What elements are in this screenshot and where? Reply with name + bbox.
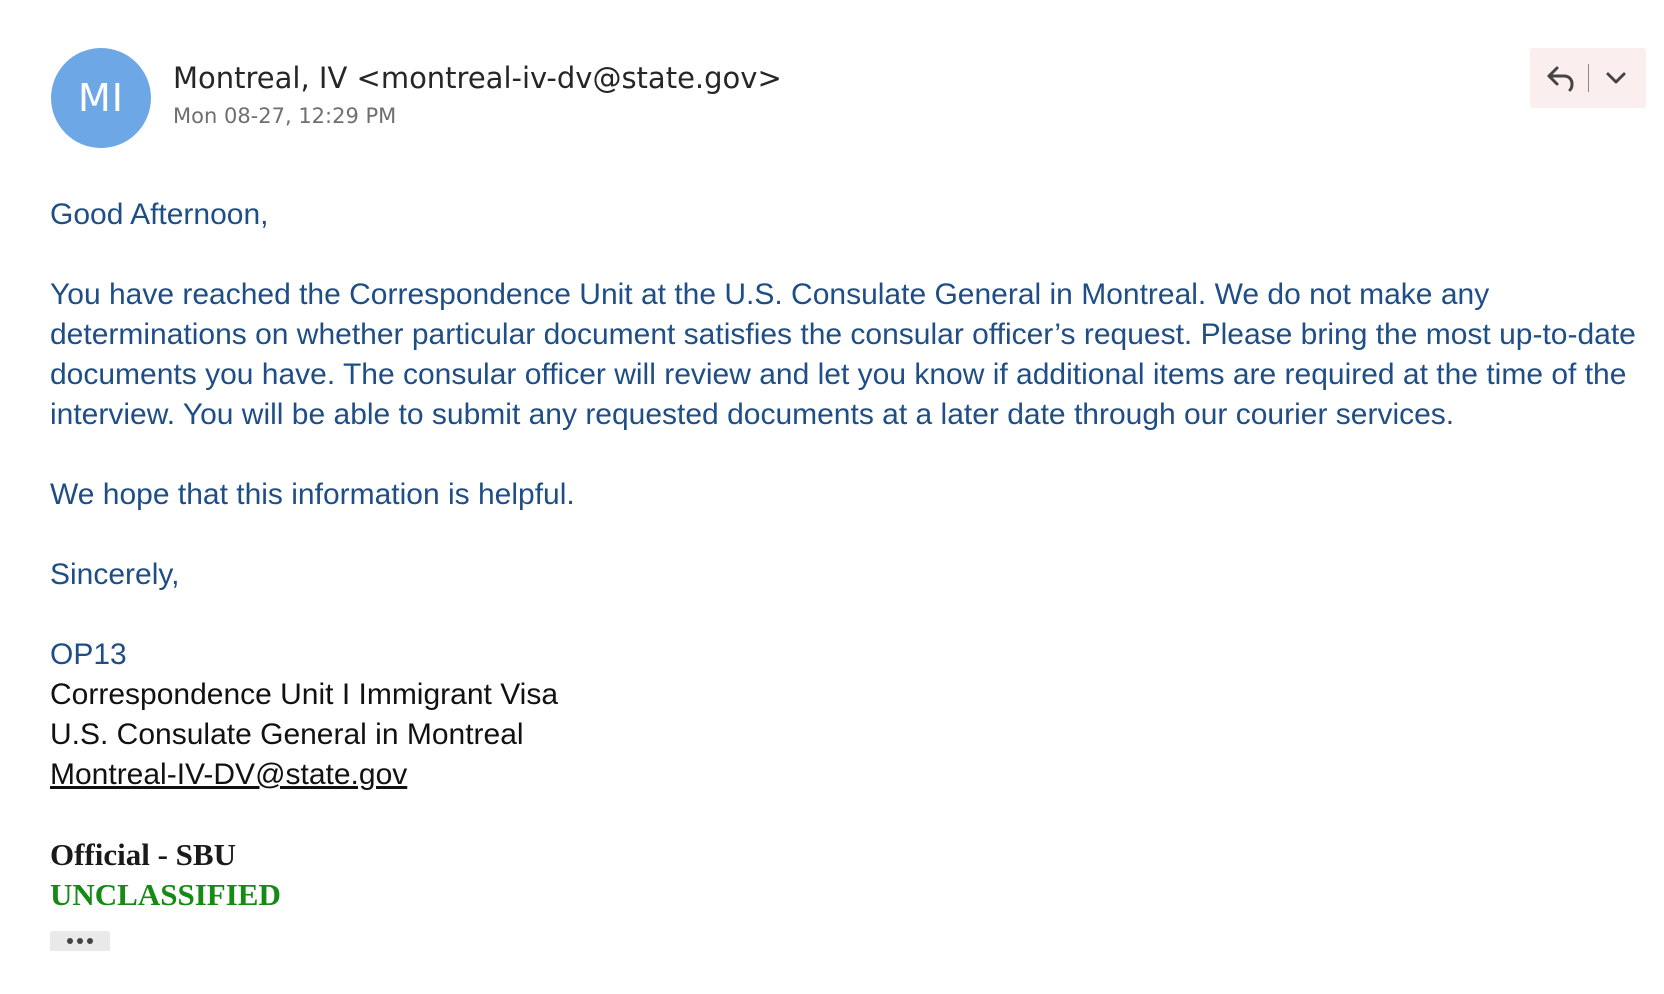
reply-icon xyxy=(1546,64,1576,92)
avatar-initials: MI xyxy=(78,76,124,120)
signature-email-link[interactable]: Montreal-IV-DV@state.gov xyxy=(50,758,408,791)
message-datetime: Mon 08-27, 12:29 PM xyxy=(173,104,397,128)
action-divider xyxy=(1588,64,1589,92)
sender-avatar xyxy=(51,48,151,148)
sender-block xyxy=(173,58,782,128)
closing-text: Sincerely, xyxy=(50,558,180,591)
signature-consulate: U.S. Consulate General in Montreal xyxy=(50,718,524,751)
more-actions-button[interactable] xyxy=(1593,53,1639,103)
reply-button[interactable] xyxy=(1538,53,1584,103)
show-more-button[interactable] xyxy=(50,931,110,951)
ellipsis-dot xyxy=(87,938,93,944)
classification-official: Official - SBU xyxy=(50,837,236,872)
classification-unclassified: UNCLASSIFIED xyxy=(50,877,281,912)
sender-name[interactable]: Montreal, IV <montreal-iv-dv@state.gov> xyxy=(173,61,782,95)
ellipsis-dot xyxy=(67,938,73,944)
signature-unit: Correspondence Unit I Immigrant Visa xyxy=(50,678,559,711)
ellipsis-dot xyxy=(77,938,83,944)
signature-name: OP13 xyxy=(50,638,127,671)
chevron-down-icon xyxy=(1604,70,1628,86)
hope-text: We hope that this information is helpful. xyxy=(50,478,575,511)
message-body xyxy=(50,195,1650,955)
body-paragraph: You have reached the Correspondence Unit at the U.S. Consulate General in Montreal. We do not make any determinations on whether particular document satisfies the consular officer’s request. Please bring the most up-to-date documents you have. The consular officer will review and let you know if additional items are required at the time of the interview. You will be able to submit any requested documents at a later date through our courier services. xyxy=(50,278,1636,431)
message-header xyxy=(0,0,1664,160)
greeting-text: Good Afternoon, xyxy=(50,198,269,231)
message-actions xyxy=(1530,48,1646,108)
